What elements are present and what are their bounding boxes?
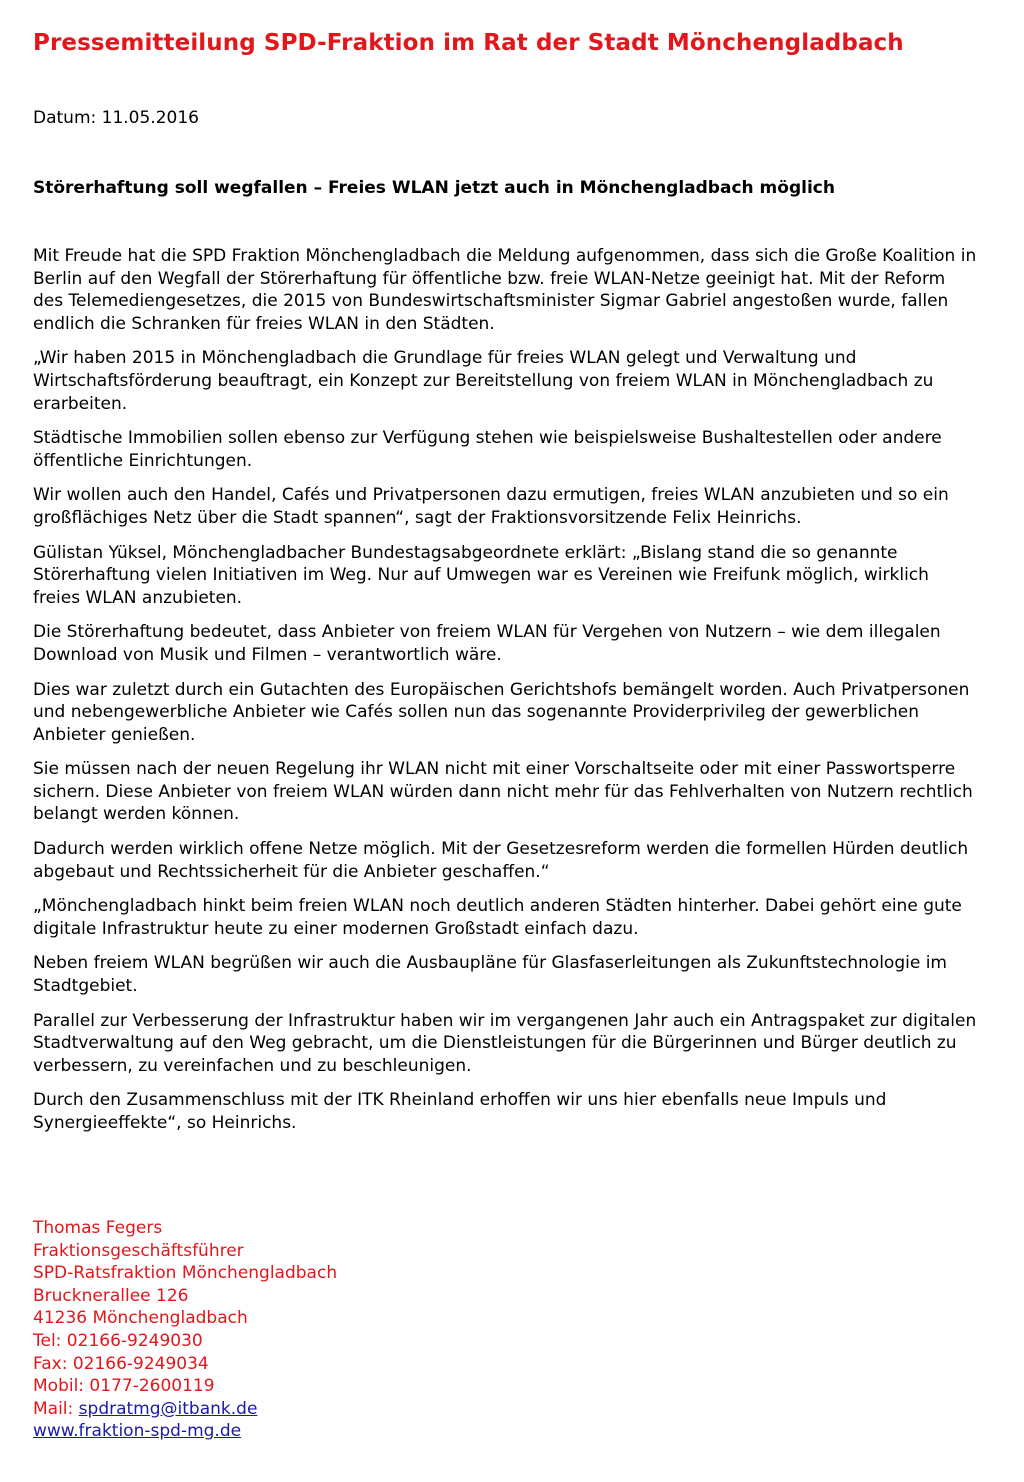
body-paragraph: Wir wollen auch den Handel, Cafés und Privatpersonen dazu ermutigen, freies WLAN anzubieten und so ein großflächiges Netz über die Stadt spannen“, sagt der Fraktionsvorsitzende Felix Heinrichs. (33, 485, 949, 528)
body-paragraph: Dies war zuletzt durch ein Gutachten des Europäischen Gerichtshofs bemängelt worden. Auch Privatpersonen und nebengewerbliche Anbieter wie Cafés sollen nun das sogenannte Providerprivileg der gewerblichen Anbieter genießen. (33, 679, 970, 745)
contact-mail-line (33, 1398, 337, 1421)
contact-city: 41236 Mönchengladbach (33, 1308, 248, 1329)
website-link[interactable]: www.fraktion-spd-mg.de (33, 1421, 242, 1442)
body-paragraph: Gülistan Yüksel, Mönchengladbacher Bundestagsabgeordnete erklärt: „Bislang stand die so genannte Störerhaftung vielen Initiativen im Weg. Nur auf Umwegen war es Vereinen wie Freifunk möglich, wirklich freies WLAN anzubieten. (33, 542, 929, 608)
email-link[interactable]: spdratmg@itbank.de (78, 1398, 258, 1419)
press-headline: Störerhaftung soll wegfallen – Freies WLAN jetzt auch in Mönchengladbach möglich (33, 178, 835, 198)
body-paragraph: „Mönchengladbach hinkt beim freien WLAN noch deutlich anderen Städten hinterher. Dabei gehört eine gute digitale Infrastruktur heute zu einer modernen Großstadt einfach dazu. (33, 896, 962, 939)
contact-name: Thomas Fegers (33, 1218, 163, 1238)
press-body (33, 245, 978, 1147)
body-paragraph: Parallel zur Verbesserung der Infrastruktur haben wir im vergangenen Jahr auch ein Antragspaket zur digitalen Stadtverwaltung auf den Weg gebracht, um die Dienstleistungen für die Bürgerinnen und Bürger deutlich zu verbessern, zu vereinfachen und zu beschleunigen. (33, 1010, 977, 1076)
body-paragraph: Sie müssen nach der neuen Regelung ihr WLAN nicht mit einer Vorschaltseite oder mit einer Passwortsperre sichern. Diese Anbieter von freiem WLAN würden dann nicht mehr für das Fehlverhalten von Nutzern rechtlich belangt werden können. (33, 759, 973, 825)
body-paragraph: Dadurch werden wirklich offene Netze möglich. Mit der Gesetzesreform werden die formellen Hürden deutlich abgebaut und Rechtssicherheit für die Anbieter geschaffen.“ (33, 839, 969, 882)
mail-label: Mail: (33, 1398, 79, 1419)
body-paragraph: Städtische Immobilien sollen ebenso zur Verfügung stehen wie beispielsweise Bushaltestellen oder andere öffentliche Einrichtungen. (33, 428, 942, 471)
contact-street: Brucknerallee 126 (33, 1285, 189, 1306)
body-paragraph: Durch den Zusammenschluss mit der ITK Rheinland erhoffen wir uns hier ebenfalls neue Impuls und Synergieeffekte“, so Heinrichs. (33, 1090, 887, 1133)
body-paragraph: Mit Freude hat die SPD Fraktion Mönchengladbach die Meldung aufgenommen, dass sich die Große Koalition in Berlin auf den Wegfall der Störerhaftung für öffentliche bzw. freie WLAN-Netze geeinigt hat. Mit der Reform des Telemediengesetzes, die 2015 von Bundeswirtschaftsminister Sigmar Gabriel angestoßen wurde, fallen endlich die Schranken für freies WLAN in den Städten. (33, 246, 977, 334)
contact-role: Fraktionsgeschäftsführer (33, 1240, 244, 1261)
contact-organization: SPD-Ratsfraktion Mönchengladbach (33, 1263, 338, 1284)
body-paragraph: Neben freiem WLAN begrüßen wir auch die Ausbaupläne für Glasfaserleitungen als Zukunftstechnologie im Stadtgebiet. (33, 953, 947, 997)
contact-fax: Fax: 02166-9249034 (33, 1353, 209, 1374)
document-date: Datum: 11.05.2016 (33, 108, 199, 128)
contact-phone: Tel: 02166-9249030 (33, 1330, 203, 1351)
body-paragraph: „Wir haben 2015 in Mönchengladbach die Grundlage für freies WLAN gelegt und Verwaltung und Wirtschaftsförderung beauftragt, ein Konzept zur Bereitstellung von freiem WLAN in Mönchengladbach zu erarbeiten. (33, 348, 934, 414)
contact-block (33, 1217, 337, 1443)
document-title: Pressemitteilung SPD-Fraktion im Rat der Stadt Mönchengladbach (33, 30, 904, 56)
body-paragraph: Die Störerhaftung bedeutet, dass Anbieter von freiem WLAN für Vergehen von Nutzern – wie dem illegalen Download von Musik und Filmen – verantwortlich wäre. (33, 622, 941, 665)
website-line (33, 1420, 337, 1443)
contact-mobile: Mobil: 0177-2600119 (33, 1376, 215, 1397)
